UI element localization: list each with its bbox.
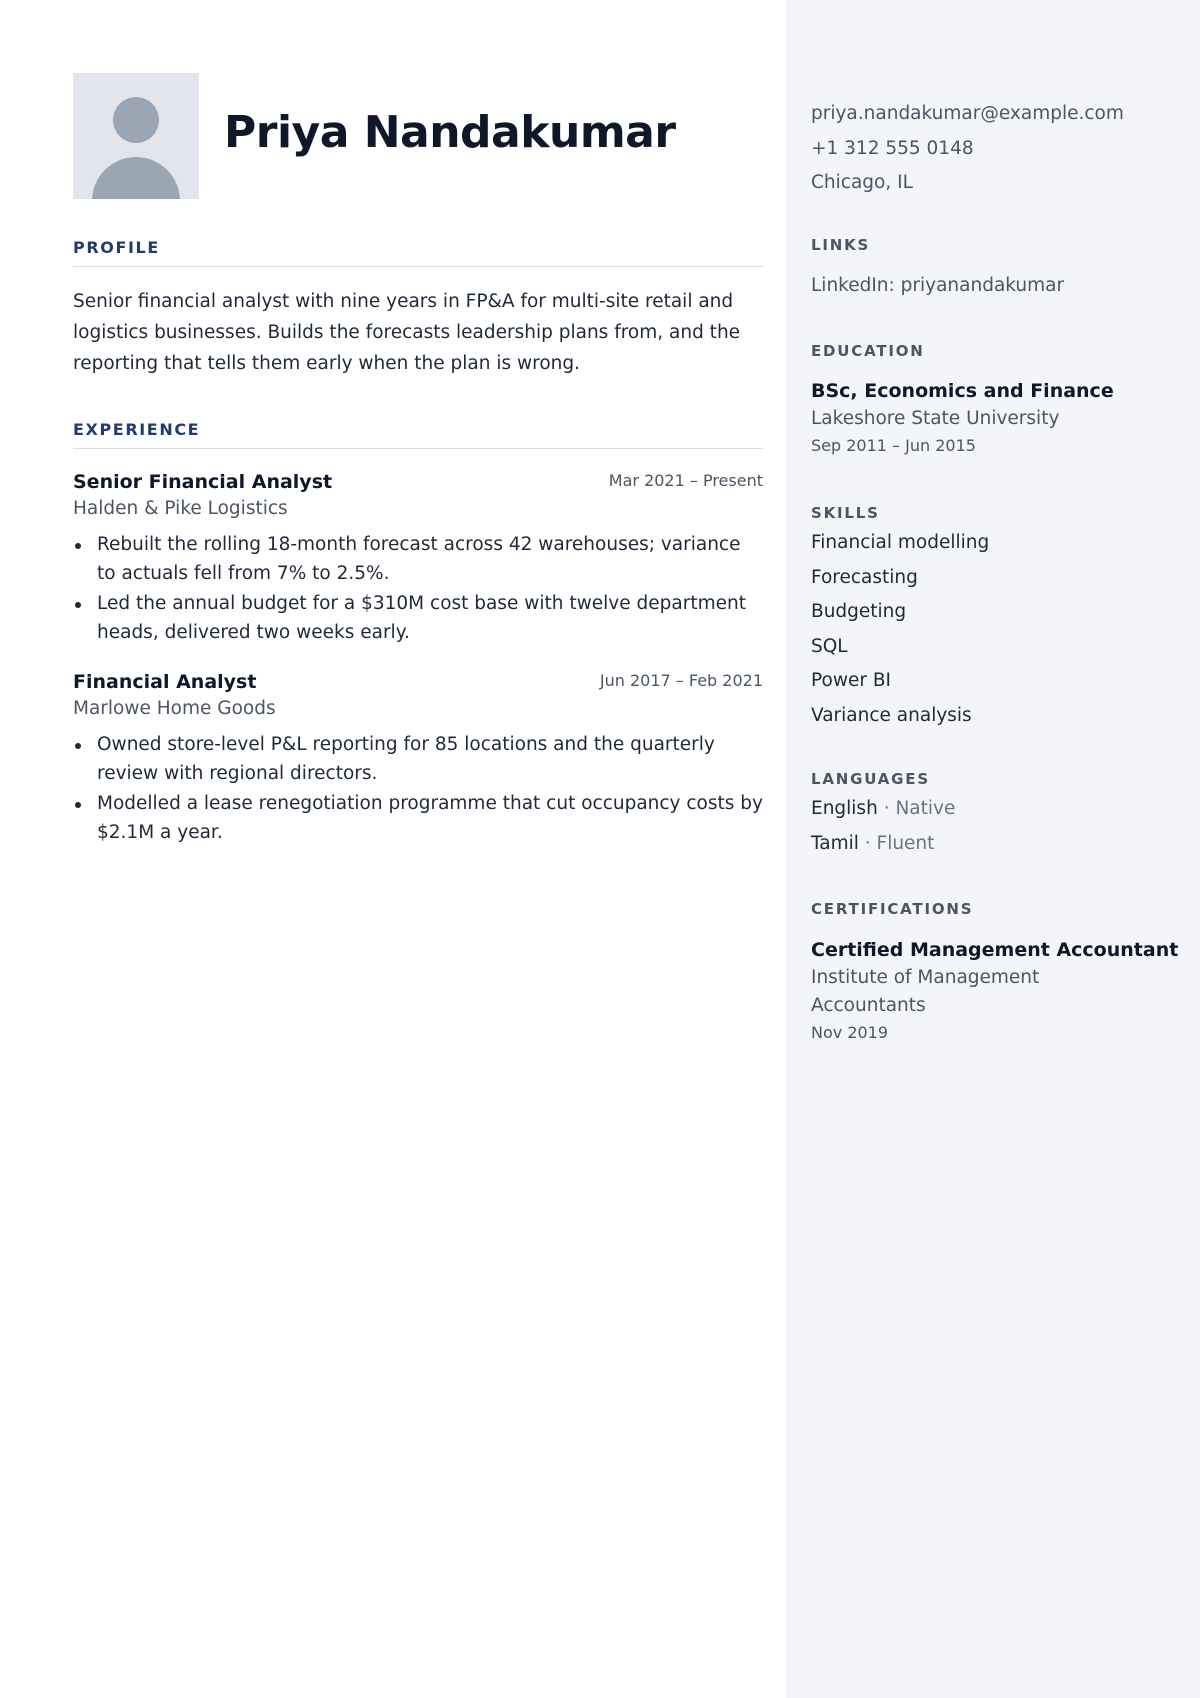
skill-item: SQL — [811, 635, 848, 657]
skill-item: Power BI — [811, 670, 891, 691]
job-company: Halden & Pike Logistics — [73, 498, 288, 519]
skill-item: Budgeting — [811, 601, 907, 622]
linkedin-link[interactable]: LinkedIn: priyanandakumar — [811, 275, 1065, 296]
job-dates: Mar 2021 – Present — [608, 471, 763, 490]
certification-name: Certified Management Accountant — [811, 939, 1179, 961]
job-company: Marlowe Home Goods — [73, 698, 276, 719]
job-bullet: Led the annual budget for a $310M cost base with twelve department heads, delivered two weeks early. — [73, 590, 763, 647]
skills-section — [811, 504, 1181, 733]
job-bullets — [73, 531, 763, 647]
job-dates: Jun 2017 – Feb 2021 — [599, 671, 763, 690]
experience-heading: EXPERIENCE — [73, 420, 763, 449]
skill-item: Forecasting — [811, 566, 918, 588]
languages-section — [811, 770, 1181, 861]
education-school: Lakeshore State University — [811, 408, 1060, 429]
education-heading: EDUCATION — [811, 342, 925, 360]
candidate-name: Priya Nandakumar — [224, 107, 676, 158]
links-section — [811, 236, 1181, 300]
contact-phone[interactable]: +1 312 555 0148 — [811, 137, 974, 159]
job-title: Financial Analyst — [73, 671, 257, 693]
certifications-heading: CERTIFICATIONS — [811, 900, 974, 918]
job-entry — [73, 669, 763, 849]
education-degree: BSc, Economics and Finance — [811, 380, 1114, 402]
education-section — [811, 342, 1181, 459]
language-item: Tamil · Fluent — [811, 832, 935, 854]
job-bullet: Modelled a lease renegotiation programme that cut occupancy costs by $2.1M a year. — [73, 790, 763, 847]
language-name: Tamil — [811, 832, 859, 854]
contact-block — [811, 97, 1181, 201]
profile-summary: Senior financial analyst with nine years in FP&A for multi-site retail and logistics businesses. Builds the forecasts leadership plans from, and the reporting that tells them early when the plan is wrong. — [73, 291, 741, 374]
certifications-section — [811, 900, 1181, 1046]
languages-heading: LANGUAGES — [811, 770, 930, 788]
job-bullet: Rebuilt the rolling 18-month forecast across 42 warehouses; variance to actuals fell from 7% to 2.5%. — [73, 531, 763, 588]
language-item: English · Native — [811, 798, 956, 819]
certification-date: Nov 2019 — [811, 1023, 889, 1042]
resume-header — [73, 73, 763, 199]
skill-item: Variance analysis — [811, 704, 972, 726]
contact-location: Chicago, IL — [811, 172, 913, 193]
avatar-placeholder-icon — [73, 73, 199, 199]
job-bullets — [73, 731, 763, 847]
profile-heading: PROFILE — [73, 238, 763, 267]
certification-issuer: Institute of Management Accountants — [811, 967, 1040, 1016]
language-level: Fluent — [876, 832, 935, 854]
skills-heading: SKILLS — [811, 504, 880, 522]
links-heading: LINKS — [811, 236, 871, 254]
language-name: English — [811, 798, 878, 819]
job-entry — [73, 469, 763, 649]
contact-email[interactable]: priya.nandakumar@example.com — [811, 103, 1124, 124]
skill-item: Financial modelling — [811, 532, 990, 553]
job-bullet: Owned store-level P&L reporting for 85 locations and the quarterly review with regional directors. — [73, 731, 763, 788]
language-level: Native — [895, 798, 956, 819]
job-title: Senior Financial Analyst — [73, 471, 333, 493]
education-dates: Sep 2011 – Jun 2015 — [811, 436, 976, 455]
